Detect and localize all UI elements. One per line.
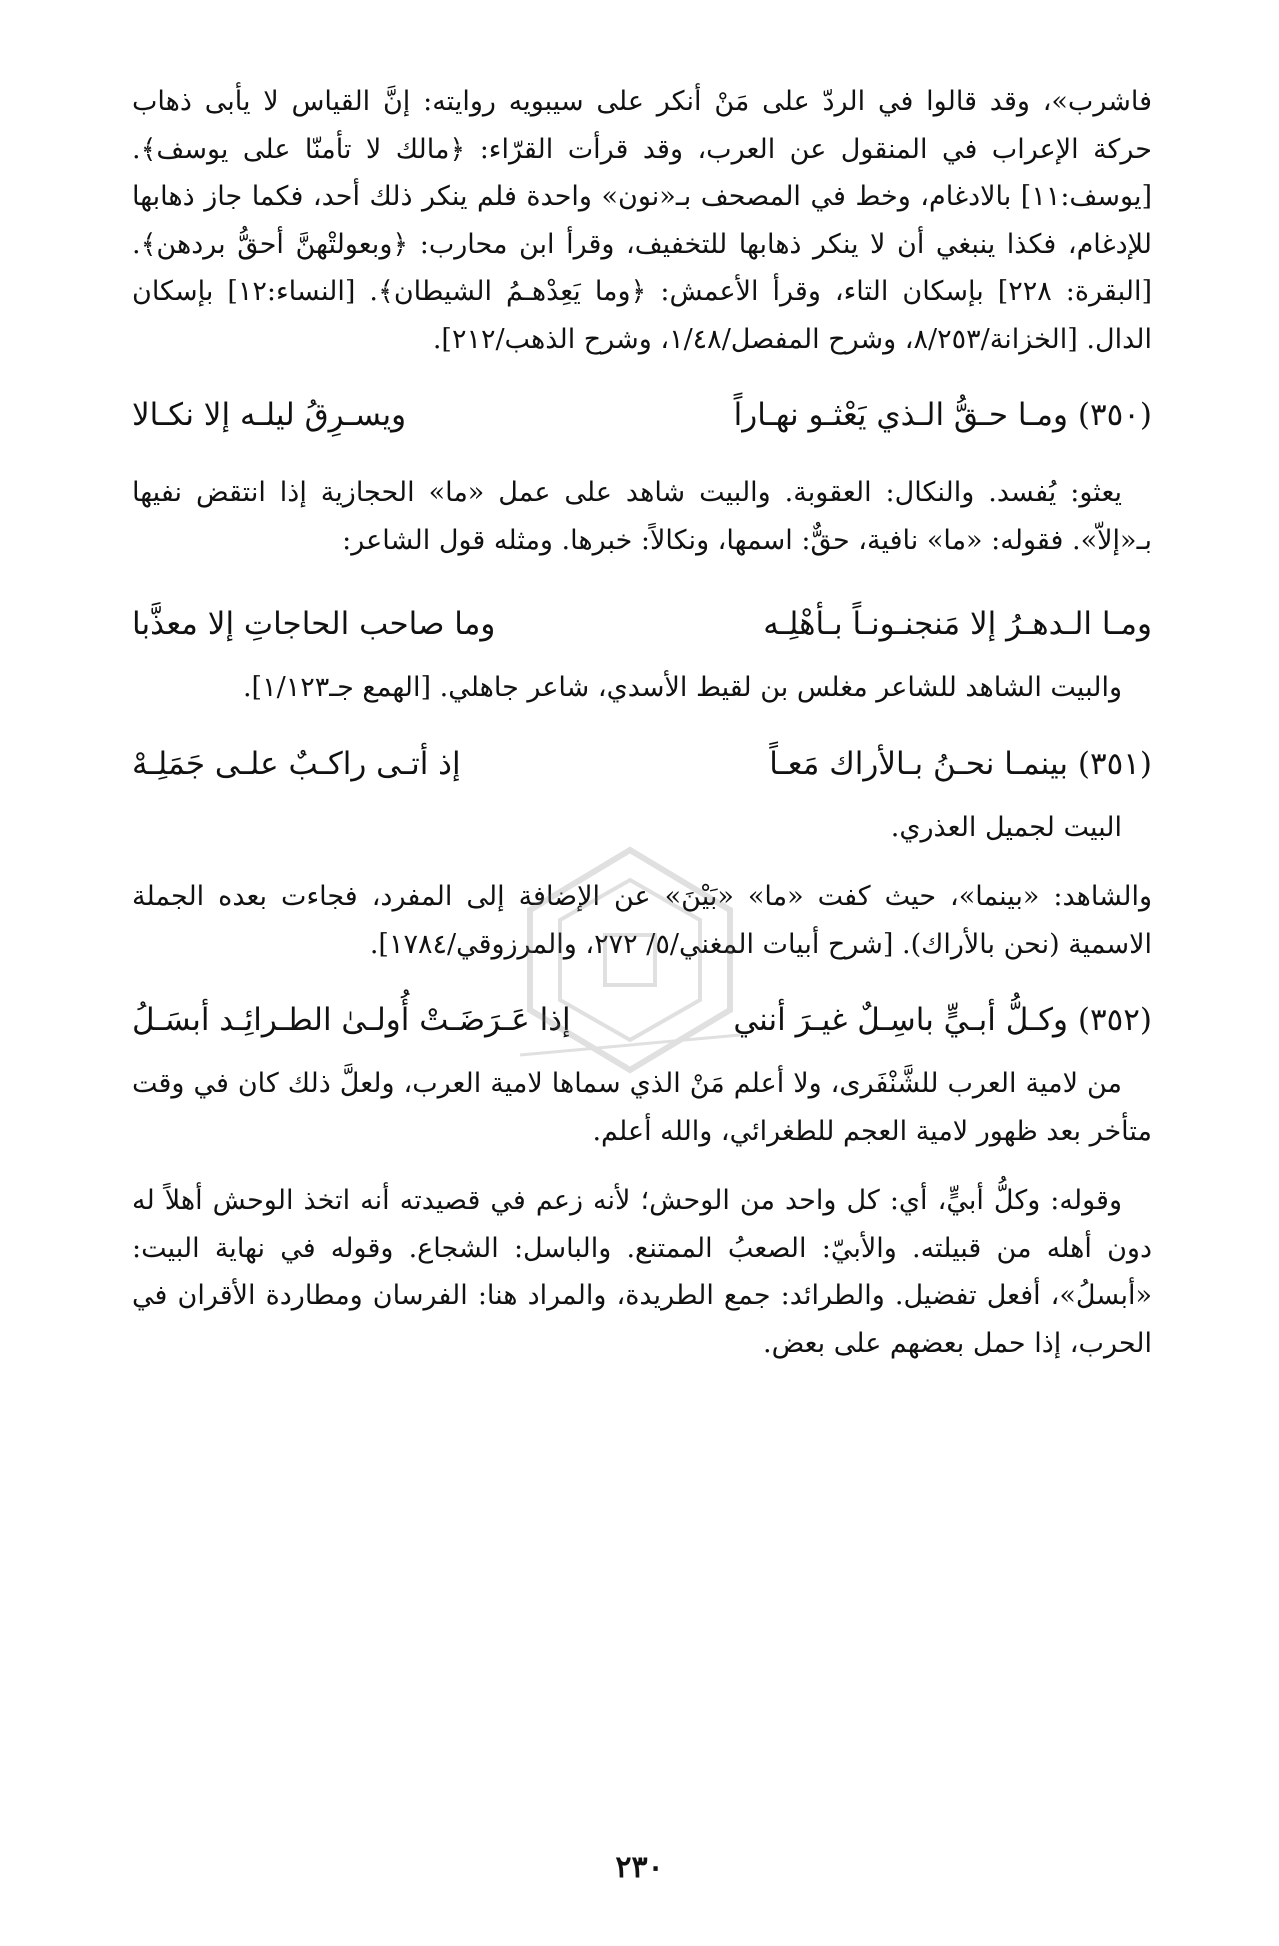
verse-example-second-hemistich: وما صاحب الحاجاتِ إلا معذَّبا: [132, 606, 496, 642]
verse-351-second-hemistich: إذ أتـى راكـبٌ علـى جَمَلِـهْ: [132, 745, 461, 782]
paragraph-commentary-350: يعثو: يُفسد. والنكال: العقوبة. والبيت شاهد على عمل «ما» الحجازية إذا انتقض نفيها بـ«إلاّ». فقوله: «ما» نافية، حقٌّ: اسمها، ونكالاً: خبرها. ومثله قول الشاعر:: [132, 477, 1152, 556]
verse-352-first-hemistich: (٣٥٢) وكـلُّ أبـيٍّ باسِـلٌ غيـرَ أنني: [733, 1002, 1152, 1038]
verse-350-first-hemistich: (٣٥٠) ومـا حـقُّ الـذي يَعْثـو نهـاراً: [733, 397, 1152, 433]
paragraph-attribution-example: والبيت الشاهد للشاعر مغلس بن لقيط الأسدي، شاعر جاهلي. [الهمع جـ١/١٢٣].: [242, 672, 1122, 703]
verse-352-second-hemistich: إذا عَـرَضَـتْ أُولـىٰ الطـرائِـد أبسَـلُ: [132, 1002, 571, 1038]
verse-351-first-hemistich: (٣٥١) بينمـا نحـنُ بـالأراك مَعـاً: [769, 745, 1152, 782]
verse-352: [132, 992, 1152, 1048]
verse-351: [132, 736, 1152, 792]
paragraph-commentary-349: فاشرب»، وقد قالوا في الردّ على مَنْ أنكر على سيبويه روايته: إنَّ القياس لا يأبى ذهاب حركة الإعراب في المنقول عن العرب، وقد قرأت القرّاء: ﴿مالك لا تأمنّا على يوسف﴾. [يوسف:١١] بالادغام، وخط في المصحف بـ«نون» واحدة فلم ينكر ذلك أحد، فكما جاز ذهابها للإدغام، فكذا ينبغي أن لا ينكر ذهابها للتخفيف، وقرأ ابن محارب: ﴿وبعولتْهنَّ أحقُّ بردهن﴾. [البقرة: ٢٢٨] بإسكان التاء، وقرأ الأعمش: ﴿وما يَعِدْهـمُ الشيطان﴾. [النساء:١٢] بإسكان الدال. [الخزانة/٨/٢٥٣، وشرح المفصل/١/٤٨، وشرح الذهب/٢١٢].: [132, 86, 1152, 355]
page-number: ٢٣٠: [615, 1850, 664, 1885]
verse-350-second-hemistich: ويسـرِقُ ليلـه إلا نكـالا: [132, 397, 407, 433]
verse-350: [132, 387, 1152, 443]
paragraph-commentary-351: والشاهد: «بينما»، حيث كفت «ما» «بَيْنَ» عن الإضافة إلى المفرد، فجاءت بعده الجملة الاسمية (نحن بالأراك). [شرح أبيات المغني/٥/ ٢٧٢، والمرزوقي/١٧٨٤].: [132, 881, 1152, 960]
verse-351-attribution: البيت لجميل العذري.: [890, 811, 1122, 843]
verse-example-first-hemistich: ومـا الـدهـرُ إلا مَنجنـونـاً بـأهْلِـه: [763, 606, 1152, 642]
verse-example: [132, 596, 1152, 652]
paragraph-source-352: من لامية العرب للشَّنْفَرى، ولا أعلم مَنْ الذي سماها لامية العرب، ولعلَّ ذلك كان في وقت متأخر بعد ظهور لامية العجم للطغرائي، والله أعلم.: [132, 1068, 1152, 1147]
paragraph-commentary-352: وقوله: وكلُّ أبيٍّ، أي: كل واحد من الوحش؛ لأنه زعم في قصيدته أنه اتخذ الوحش أهلاً له دون أهله من قبيلته. والأبيّ: الصعبُ الممتنع. والباسل: الشجاع. وقوله في نهاية البيت: «أبسلُ»، أفعل تفضيل. والطرائد: جمع الطريدة، والمراد هنا: الفرسان ومطاردة الأقران في الحرب، إذا حمل بعضهم على بعض.: [132, 1185, 1152, 1359]
